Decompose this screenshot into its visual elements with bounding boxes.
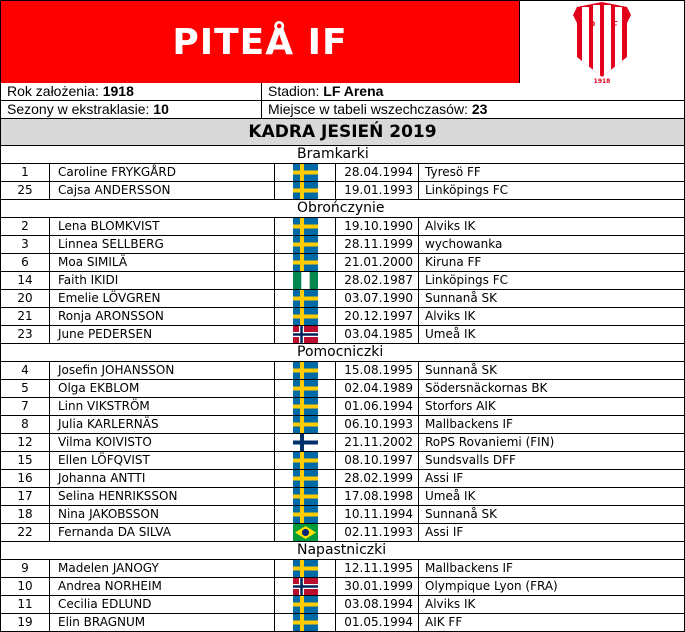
- player-number: 9: [1, 560, 50, 577]
- flag-swe-icon: [293, 452, 318, 469]
- player-nationality: [275, 398, 336, 415]
- player-nationality: [275, 164, 336, 181]
- player-name: Selina HENRIKSSON: [50, 488, 275, 505]
- player-previous-club: Assi IF: [425, 525, 464, 539]
- player-previous-club: Alviks IK: [425, 597, 476, 611]
- player-number: 12: [1, 434, 50, 451]
- crest-year: 1918: [593, 78, 611, 83]
- player-row: [1, 290, 684, 308]
- crest-letter-f: F: [611, 19, 618, 33]
- player-row: [1, 218, 684, 236]
- player-nationality: [275, 524, 336, 541]
- seasons-cell: [1, 101, 262, 118]
- club-title: PITEÅ IF: [172, 21, 348, 63]
- player-previous-club: Assi IF: [425, 471, 464, 485]
- flag-bra-icon: [293, 524, 318, 541]
- player-name: Fernanda DA SILVA: [50, 524, 275, 541]
- player-row: [1, 362, 684, 380]
- player-row: [1, 614, 684, 632]
- player-name: Ronja ARONSSON: [50, 308, 275, 325]
- player-name: Olga EKBLOM: [50, 380, 275, 397]
- stadium-value: LF Arena: [323, 83, 384, 99]
- player-name: Madelen JANOGY: [50, 560, 275, 577]
- player-row: [1, 182, 684, 200]
- player-nationality: [275, 452, 336, 469]
- player-previous-club: Olympique Lyon (FRA): [425, 579, 558, 593]
- player-row: [1, 398, 684, 416]
- player-birthdate: 01.05.1994: [336, 614, 419, 631]
- banner-title-cell: [1, 1, 520, 83]
- player-nationality: [275, 218, 336, 235]
- alltime-label: Miejsce w tabeli wszechczasów:: [268, 101, 472, 117]
- player-row: [1, 524, 684, 542]
- player-birthdate: 28.04.1994: [336, 164, 419, 181]
- flag-swe-icon: [293, 470, 318, 487]
- player-nationality: [275, 416, 336, 433]
- player-name: Josefin JOHANSSON: [50, 362, 275, 379]
- player-birthdate: 28.02.1987: [336, 272, 419, 289]
- player-birthdate: 03.08.1994: [336, 596, 419, 613]
- player-number: 22: [1, 524, 50, 541]
- flag-swe-icon: [293, 596, 318, 613]
- player-previous-club: Umeå IK: [425, 327, 476, 341]
- player-number: 25: [1, 182, 50, 199]
- squad-title: KADRA JESIEŃ 2019: [1, 119, 684, 146]
- player-nationality: [275, 362, 336, 379]
- flag-nor-icon: [293, 326, 318, 343]
- seasons-value: 10: [153, 101, 169, 117]
- player-row: [1, 272, 684, 290]
- player-number: 19: [1, 614, 50, 631]
- flag-swe-icon: [293, 398, 318, 415]
- player-previous-club: AIK FF: [425, 615, 463, 629]
- player-previous-club: Sunnanå SK: [425, 291, 498, 305]
- flag-nga-icon: [293, 272, 318, 289]
- player-nationality: [275, 326, 336, 343]
- alltime-value: 23: [471, 101, 488, 117]
- player-row: [1, 326, 684, 344]
- player-birthdate: 02.11.1993: [336, 524, 419, 541]
- flag-swe-icon: [293, 416, 318, 433]
- player-name: Moa SIMILÄ: [50, 254, 275, 271]
- player-name: Cecilia EDLUND: [50, 596, 275, 613]
- player-number: 15: [1, 452, 50, 469]
- stadium-cell: [262, 83, 684, 100]
- player-name: Vilma KOIVISTO: [50, 434, 275, 451]
- flag-swe-icon: [293, 560, 318, 577]
- player-number: 1: [1, 164, 50, 181]
- player-birthdate: 03.04.1985: [336, 326, 419, 343]
- player-previous-club: Kiruna FF: [425, 255, 482, 269]
- flag-swe-icon: [293, 614, 318, 631]
- player-birthdate: 15.08.1995: [336, 362, 419, 379]
- player-previous-club: Södersnäckornas BK: [425, 381, 548, 395]
- squad-table: [1, 146, 684, 632]
- founded-label: Rok założenia:: [7, 83, 103, 99]
- player-name: Faith IKIDI: [50, 272, 275, 289]
- player-nationality: [275, 488, 336, 505]
- player-previous-club: Linköpings FC: [425, 183, 509, 197]
- player-name: Elin BRAGNUM: [50, 614, 275, 631]
- player-number: 10: [1, 578, 50, 595]
- info-row-1: [1, 83, 684, 101]
- player-row: [1, 596, 684, 614]
- player-birthdate: 17.08.1998: [336, 488, 419, 505]
- flag-swe-icon: [293, 218, 318, 235]
- player-nationality: [275, 254, 336, 271]
- founded-cell: [1, 83, 262, 100]
- stadium-label: Stadion:: [268, 83, 324, 99]
- player-row: [1, 452, 684, 470]
- player-nationality: [275, 434, 336, 451]
- player-number: 7: [1, 398, 50, 415]
- player-birthdate: 12.11.1995: [336, 560, 419, 577]
- player-row: [1, 470, 684, 488]
- player-previous-club: Linköpings FC: [425, 273, 509, 287]
- player-row: [1, 434, 684, 452]
- player-number: 20: [1, 290, 50, 307]
- flag-swe-icon: [293, 254, 318, 271]
- player-birthdate: 19.01.1993: [336, 182, 419, 199]
- player-birthdate: 21.11.2002: [336, 434, 419, 451]
- player-birthdate: 30.01.1999: [336, 578, 419, 595]
- player-name: Caroline FRYKGÅRD: [50, 164, 275, 181]
- flag-swe-icon: [293, 488, 318, 505]
- player-number: 18: [1, 506, 50, 523]
- club-banner: [1, 0, 684, 83]
- player-name: June PEDERSEN: [50, 326, 275, 343]
- flag-nor-icon: [293, 578, 318, 595]
- player-number: 14: [1, 272, 50, 289]
- player-name: Ellen LÖFQVIST: [50, 452, 275, 469]
- player-birthdate: 28.11.1999: [336, 236, 419, 253]
- crest-letter-i: I: [600, 40, 604, 54]
- flag-swe-icon: [293, 164, 318, 181]
- player-number: 8: [1, 416, 50, 433]
- player-number: 6: [1, 254, 50, 271]
- group-header: Obrończynie: [1, 200, 684, 218]
- player-birthdate: 10.11.1994: [336, 506, 419, 523]
- player-row: [1, 578, 684, 596]
- player-previous-club: Mallbackens IF: [425, 561, 513, 575]
- player-number: 3: [1, 236, 50, 253]
- player-nationality: [275, 272, 336, 289]
- player-name: Andrea NORHEIM: [50, 578, 275, 595]
- player-nationality: [275, 560, 336, 577]
- player-nationality: [275, 380, 336, 397]
- crest-letter-p: P: [588, 19, 596, 33]
- player-previous-club: Alviks IK: [425, 309, 476, 323]
- player-name: Lena BLOMKVIST: [50, 218, 275, 235]
- flag-swe-icon: [293, 182, 318, 199]
- player-previous-club: Sunnanå SK: [425, 363, 498, 377]
- group-header: Pomocniczki: [1, 344, 684, 362]
- player-row: [1, 506, 684, 524]
- player-previous-club: Tyresö FF: [425, 165, 481, 179]
- player-birthdate: 19.10.1990: [336, 218, 419, 235]
- player-birthdate: 03.07.1990: [336, 290, 419, 307]
- player-name: Cajsa ANDERSSON: [50, 182, 275, 199]
- player-birthdate: 01.06.1994: [336, 398, 419, 415]
- seasons-label: Sezony w ekstraklasie:: [7, 101, 154, 117]
- player-row: [1, 416, 684, 434]
- player-birthdate: 08.10.1997: [336, 452, 419, 469]
- player-nationality: [275, 308, 336, 325]
- player-previous-club: Sundsvalls DFF: [425, 453, 516, 467]
- player-row: [1, 380, 684, 398]
- player-name: Nina JAKOBSSON: [50, 506, 275, 523]
- player-birthdate: 20.12.1997: [336, 308, 419, 325]
- player-nationality: [275, 614, 336, 631]
- player-row: [1, 164, 684, 182]
- player-name: Linn VIKSTRÖM: [50, 398, 275, 415]
- player-nationality: [275, 578, 336, 595]
- player-name: Julia KARLERNÄS: [50, 416, 275, 433]
- group-header: Napastniczki: [1, 542, 684, 560]
- founded-value: 1918: [102, 83, 134, 99]
- player-number: 21: [1, 308, 50, 325]
- player-row: [1, 236, 684, 254]
- player-nationality: [275, 236, 336, 253]
- player-number: 23: [1, 326, 50, 343]
- player-nationality: [275, 470, 336, 487]
- flag-swe-icon: [293, 236, 318, 253]
- player-birthdate: 28.02.1999: [336, 470, 419, 487]
- player-name: Linnea SELLBERG: [50, 236, 275, 253]
- logo-cell: [520, 1, 684, 83]
- player-name: Johanna ANTTI: [50, 470, 275, 487]
- player-previous-club: RoPS Rovaniemi (FIN): [425, 435, 555, 449]
- player-row: [1, 488, 684, 506]
- group-header: Bramkarki: [1, 146, 684, 164]
- player-number: 2: [1, 218, 50, 235]
- player-row: [1, 308, 684, 326]
- club-crest-icon: [567, 1, 637, 83]
- info-row-2: [1, 101, 684, 119]
- flag-swe-icon: [293, 380, 318, 397]
- flag-swe-icon: [293, 308, 318, 325]
- player-number: 17: [1, 488, 50, 505]
- player-nationality: [275, 290, 336, 307]
- player-number: 11: [1, 596, 50, 613]
- player-previous-club: Umeå IK: [425, 489, 476, 503]
- player-nationality: [275, 182, 336, 199]
- player-name: Emelie LÖVGREN: [50, 290, 275, 307]
- player-row: [1, 560, 684, 578]
- player-nationality: [275, 596, 336, 613]
- player-birthdate: 06.10.1993: [336, 416, 419, 433]
- player-nationality: [275, 506, 336, 523]
- player-birthdate: 02.04.1989: [336, 380, 419, 397]
- alltime-cell: [262, 101, 684, 118]
- player-previous-club: Mallbackens IF: [425, 417, 513, 431]
- player-previous-club: Storfors AIK: [425, 399, 496, 413]
- flag-swe-icon: [293, 506, 318, 523]
- player-birthdate: 21.01.2000: [336, 254, 419, 271]
- flag-swe-icon: [293, 362, 318, 379]
- player-number: 16: [1, 470, 50, 487]
- flag-swe-icon: [293, 290, 318, 307]
- player-previous-club: wychowanka: [425, 237, 503, 251]
- player-row: [1, 254, 684, 272]
- player-number: 5: [1, 380, 50, 397]
- player-number: 4: [1, 362, 50, 379]
- player-previous-club: Alviks IK: [425, 219, 476, 233]
- player-previous-club: Sunnanå SK: [425, 507, 498, 521]
- flag-fin-icon: [293, 434, 318, 451]
